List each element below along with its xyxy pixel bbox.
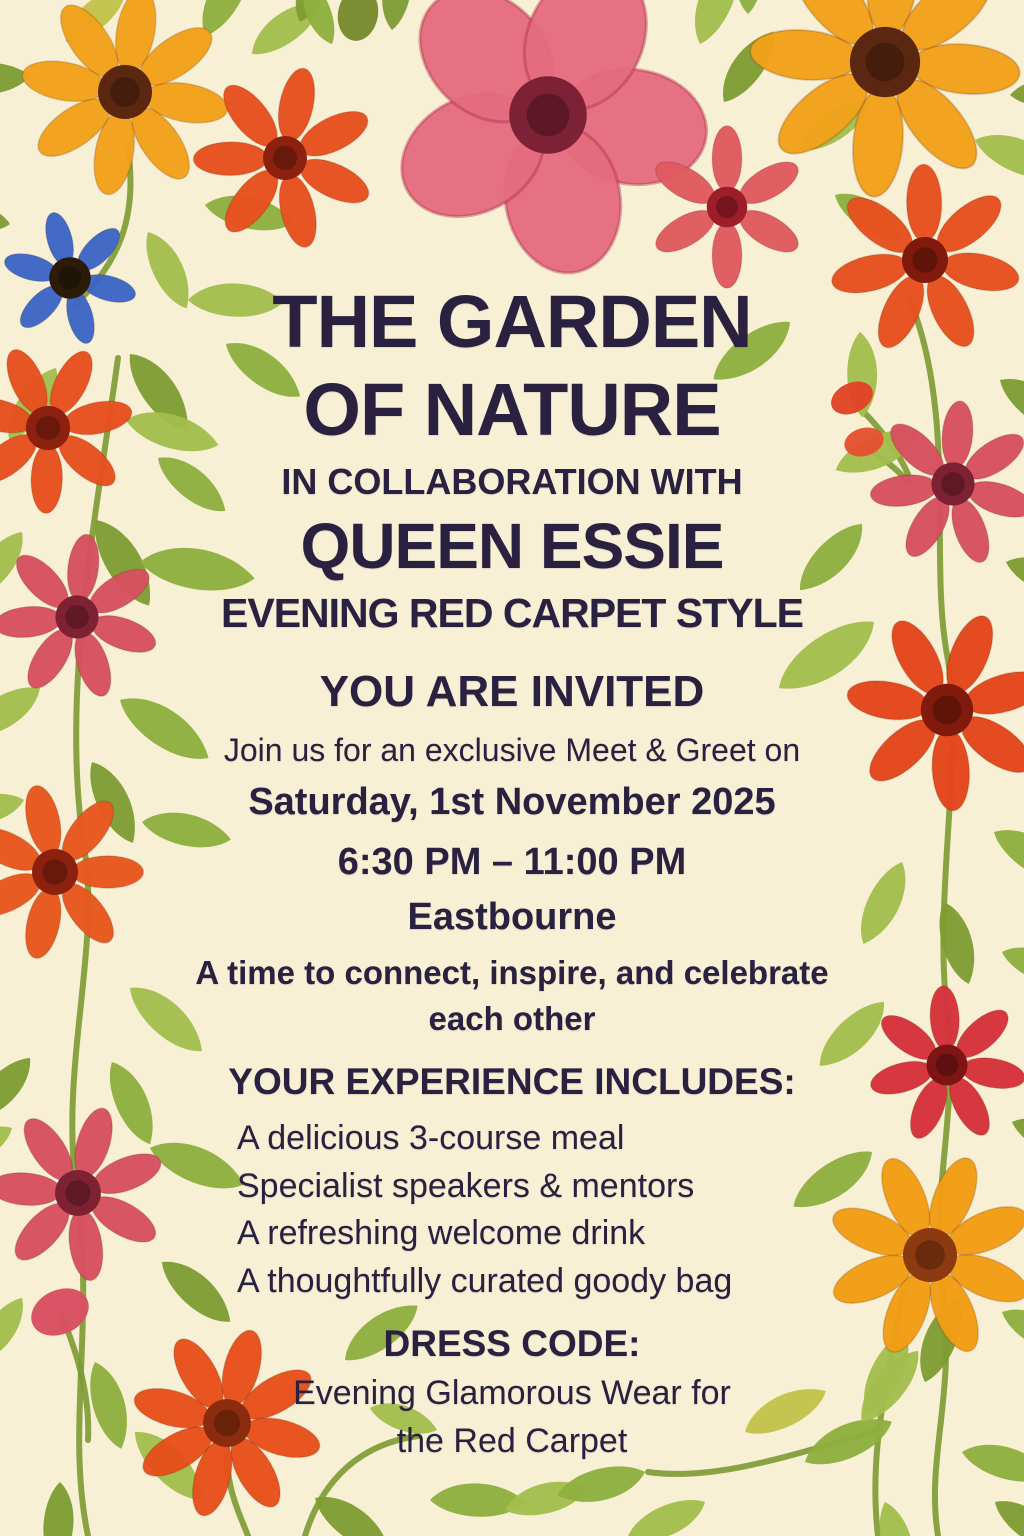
title-line-2: OF NATURE: [303, 368, 721, 451]
experience-heading: YOUR EXPERIENCE INCLUDES:: [228, 1061, 796, 1102]
title-line-1: THE GARDEN: [272, 280, 752, 363]
tagline-line-2: each other: [428, 1000, 596, 1037]
tagline: [0, 950, 1024, 1042]
experience-item: A delicious 3-course meal: [237, 1119, 625, 1157]
dress-code-heading: DRESS CODE:: [383, 1323, 641, 1364]
event-time: 6:30 PM – 11:00 PM: [337, 841, 687, 883]
event-location: Eastbourne: [407, 896, 617, 938]
experience-item: Specialist speakers & mentors: [237, 1166, 695, 1205]
tagline-line-1: A time to connect, inspire, and celebrate: [195, 954, 829, 991]
collaboration-name: QUEEN ESSIE: [300, 510, 724, 582]
page-title: [0, 278, 1024, 454]
dress-code-line-1: Evening Glamorous Wear for: [293, 1374, 731, 1412]
experience-item: A refreshing welcome drink: [237, 1214, 646, 1252]
invitation-heading: YOU ARE INVITED: [319, 667, 705, 716]
collaboration-intro: IN COLLABORATION WITH: [281, 461, 743, 502]
dress-code-line-2: the Red Carpet: [396, 1422, 628, 1460]
experience-list: [237, 1115, 732, 1305]
dress-code-text: [0, 1369, 1024, 1465]
invitation-line: Join us for an exclusive Meet & Greet on: [223, 732, 801, 768]
experience-item: A thoughtfully curated goody bag: [237, 1261, 733, 1300]
event-date: Saturday, 1st November 2025: [248, 781, 776, 823]
collaboration-subtitle: EVENING RED CARPET STYLE: [221, 590, 803, 636]
